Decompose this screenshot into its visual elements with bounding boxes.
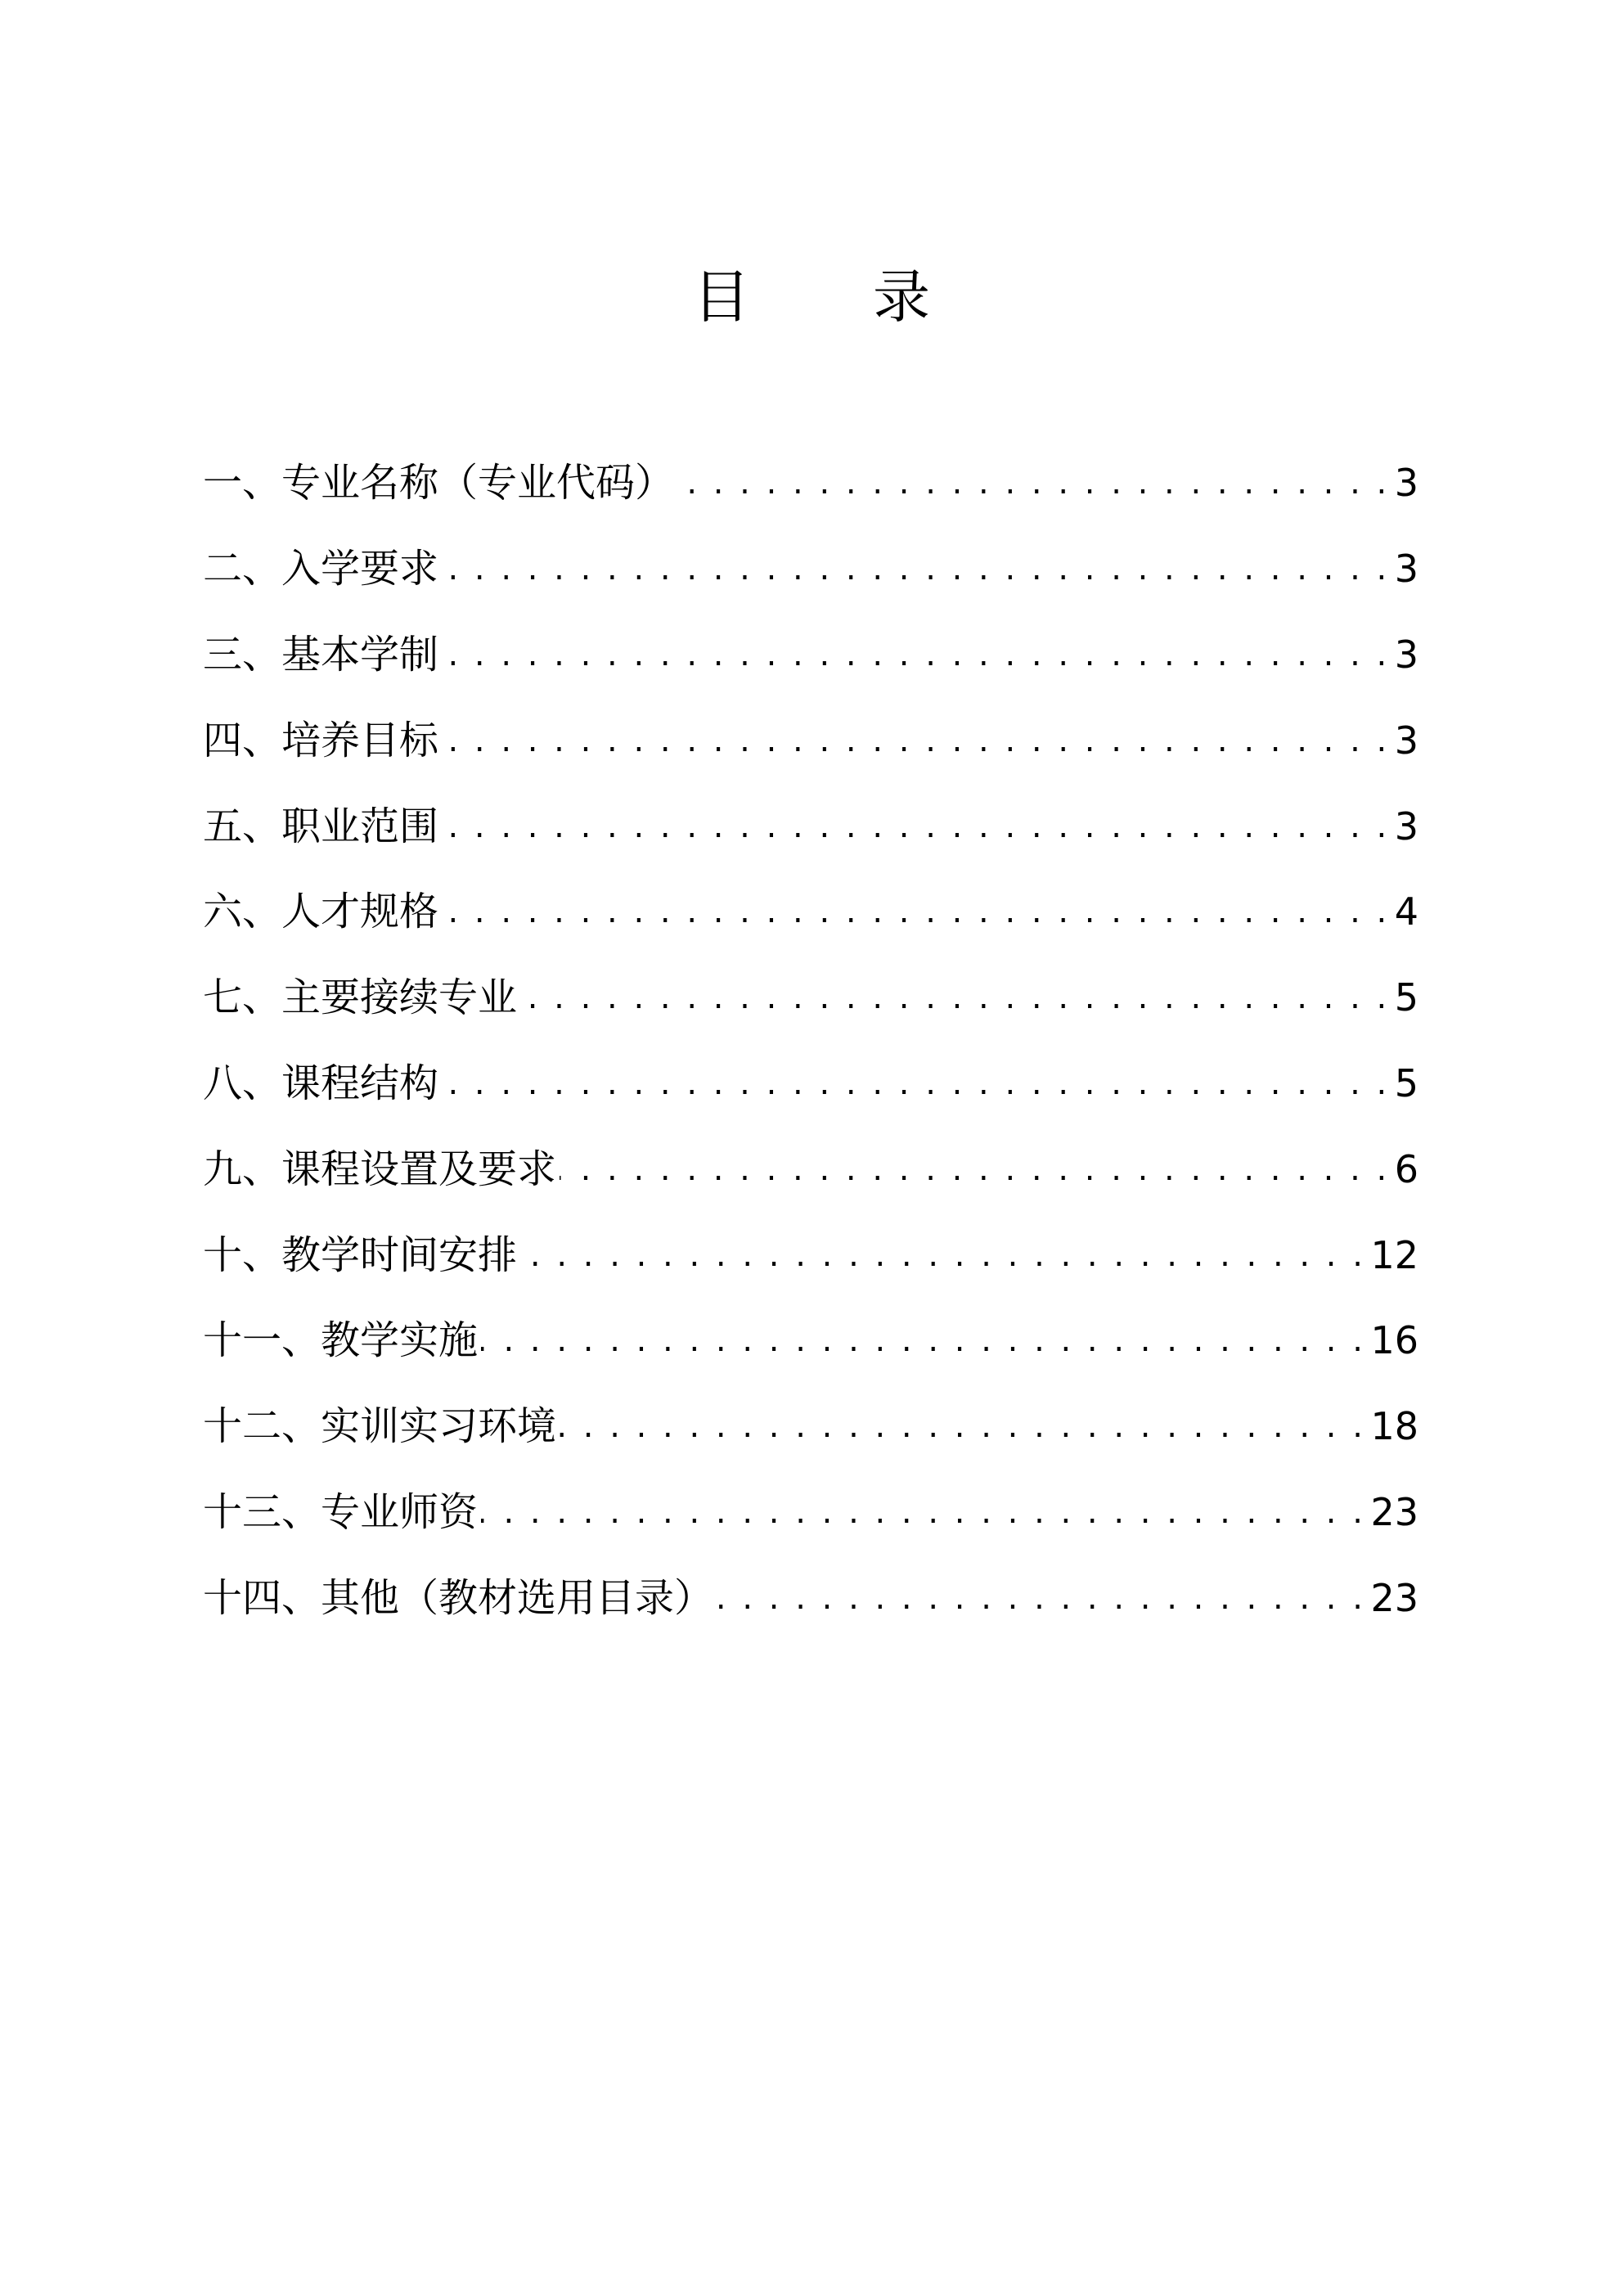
toc-entry[interactable] xyxy=(203,1212,1418,1298)
toc-dot-leader xyxy=(520,973,1390,1022)
toc-entry-page: 6 xyxy=(1394,1146,1418,1191)
toc-dot-leader xyxy=(442,630,1390,679)
toc-entry[interactable] xyxy=(203,697,1418,783)
toc-entry-page: 16 xyxy=(1370,1318,1418,1363)
toc-entry-label: 六、人才规格 xyxy=(203,889,439,935)
toc-entry[interactable] xyxy=(203,1041,1418,1127)
toc-entry-label: 十三、专业师资 xyxy=(203,1488,479,1535)
toc-dot-leader xyxy=(442,887,1390,936)
toc-entry-label: 十二、实训实习环境 xyxy=(203,1403,557,1450)
toc-dot-leader xyxy=(442,544,1390,593)
toc-dot-leader xyxy=(442,802,1390,851)
toc-entry[interactable] xyxy=(203,526,1418,612)
toc-entry-page: 3 xyxy=(1394,547,1418,592)
title-char-1: 目 xyxy=(693,263,750,331)
toc-entry[interactable] xyxy=(203,1384,1418,1470)
toc-entry-page: 18 xyxy=(1370,1404,1418,1449)
toc-entry-page: 3 xyxy=(1394,718,1418,763)
toc-entry-label: 九、课程设置及要求 xyxy=(203,1146,557,1192)
toc-entry-label: 十一、教学实施 xyxy=(203,1317,479,1364)
toc-dot-leader xyxy=(677,458,1390,507)
toc-entry-label: 八、课程结构 xyxy=(203,1060,439,1106)
toc-dot-leader xyxy=(560,1402,1365,1451)
toc-entry-label: 五、职业范围 xyxy=(203,803,439,849)
toc-entry[interactable] xyxy=(203,1298,1418,1384)
toc-entry-label: 十、教学时间安排 xyxy=(203,1231,518,1278)
toc-dot-leader xyxy=(481,1488,1365,1537)
toc-entry-page: 23 xyxy=(1370,1575,1418,1620)
toc-entry[interactable] xyxy=(203,612,1418,698)
toc-dot-leader xyxy=(560,1145,1390,1194)
page-title xyxy=(0,260,1623,334)
toc-dot-leader xyxy=(717,1573,1365,1623)
toc-entry-label: 二、入学要求 xyxy=(203,546,439,592)
toc-entry-label: 三、基本学制 xyxy=(203,631,439,678)
toc-entry-label: 七、主要接续专业 xyxy=(203,975,518,1021)
table-of-contents xyxy=(203,440,1418,1641)
toc-dot-leader xyxy=(481,1316,1365,1365)
toc-entry-label: 四、培养目标 xyxy=(203,717,439,763)
toc-entry[interactable] xyxy=(203,955,1418,1041)
toc-entry-page: 12 xyxy=(1370,1232,1418,1277)
toc-dot-leader xyxy=(442,716,1390,765)
toc-dot-leader xyxy=(520,1231,1365,1280)
toc-entry-page: 3 xyxy=(1394,461,1418,506)
toc-entry[interactable] xyxy=(203,1126,1418,1212)
toc-entry-page: 3 xyxy=(1394,632,1418,677)
toc-entry[interactable] xyxy=(203,440,1418,526)
toc-entry-page: 5 xyxy=(1394,1060,1418,1105)
toc-entry[interactable] xyxy=(203,1470,1418,1555)
toc-entry[interactable] xyxy=(203,783,1418,869)
toc-dot-leader xyxy=(442,1059,1390,1108)
toc-entry-page: 4 xyxy=(1394,889,1418,934)
toc-entry-page: 5 xyxy=(1394,975,1418,1020)
toc-entry[interactable] xyxy=(203,869,1418,955)
toc-entry-page: 23 xyxy=(1370,1489,1418,1534)
toc-entry-page: 3 xyxy=(1394,804,1418,849)
toc-entry-label: 一、专业名称（专业代码） xyxy=(203,460,675,506)
title-char-2: 录 xyxy=(873,263,930,331)
toc-entry-label: 十四、其他（教材选用目录） xyxy=(203,1574,714,1621)
toc-entry[interactable] xyxy=(203,1555,1418,1641)
